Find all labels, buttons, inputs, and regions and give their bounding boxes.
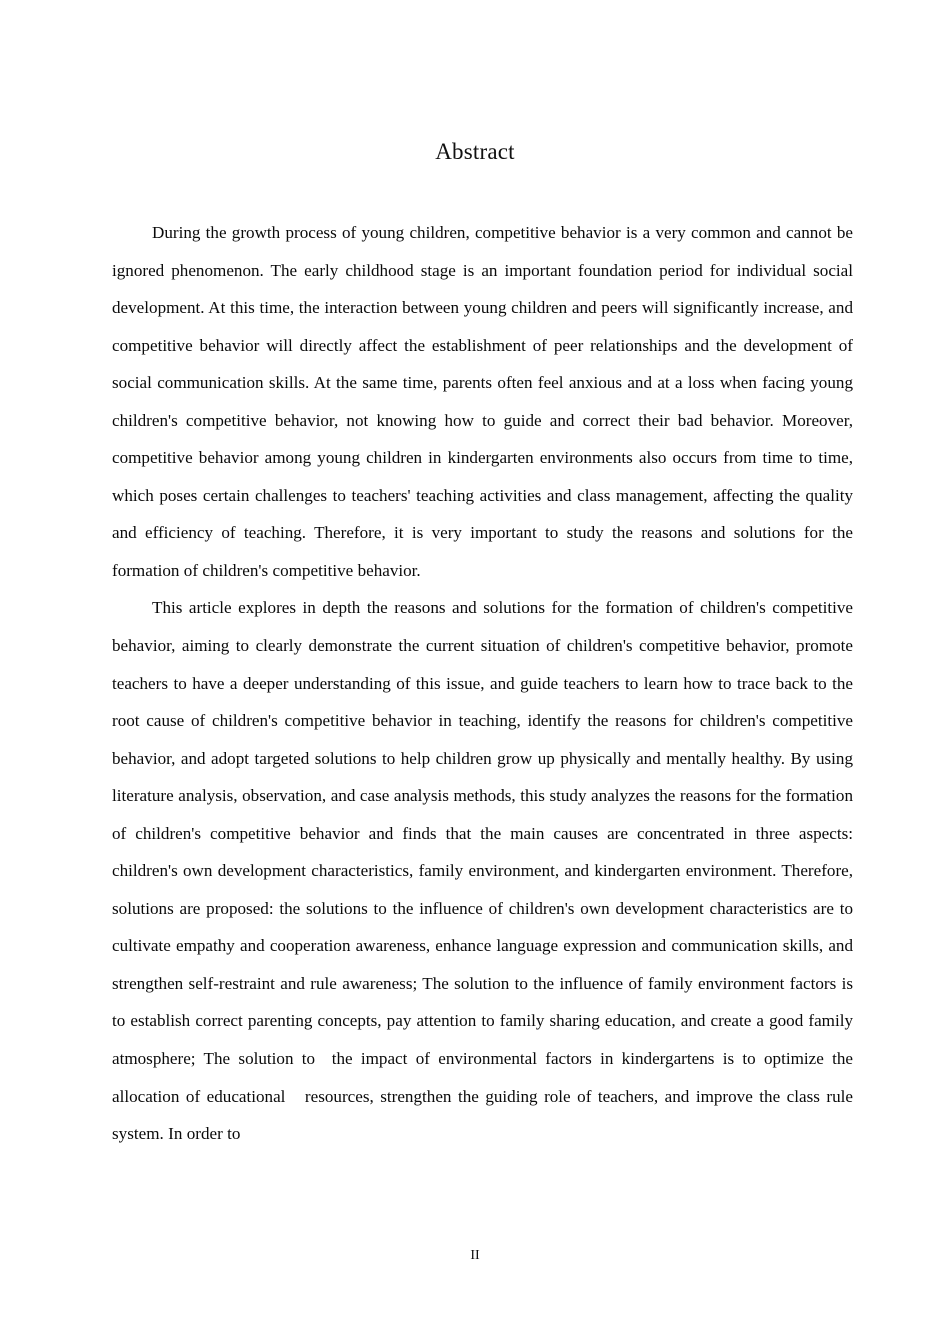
page-number: II [470,1248,480,1263]
paragraph: During the growth process of young children, competitive behavior is a very common and cannot be ignored phenomenon. The early childhood stage is an important foundation period for individual social development. At this time, the interaction between young children and peers will significantly increase, and competitive behavior will directly affect the establishment of peer relationships and the development of social communication skills. At the same time, parents often feel anxious and at a loss when facing young children's competitive behavior, not knowing how to guide and correct their bad behavior. Moreover, competitive behavior among young children in kindergarten environments also occurs from time to time, which poses certain challenges to teachers' teaching activities and class management, affecting the quality and efficiency of teaching. Therefore, it is very important to study the reasons and solutions for the formation of children's competitive behavior. [112,223,858,580]
page-title: Abstract [435,139,515,165]
abstract-body [112,214,858,1153]
paragraph: This article explores in depth the reasons and solutions for the formation of children's competitive behavior, aiming to clearly demonstrate the current situation of children's competitive behavior, promote teachers to have a deeper understanding of this issue, and guide teachers to learn how to trace back to the root cause of children's competitive behavior in teaching, identify the reasons for children's competitive behavior, and adopt targeted solutions to help children grow up physically and mentally healthy. By using literature analysis, observation, and case analysis methods, this study analyzes the reasons for the formation of children's competitive behavior and finds that the main causes are concentrated in three aspects: children's own development characteristics, family environment, and kindergarten environment. Therefore, solutions are proposed: the solutions to the influence of children's own development characteristics are to cultivate empathy and cooperation awareness, enhance language expression and communication skills, and strengthen self-restraint and rule awareness; The solution to the influence of family environment factors is to establish correct parenting concepts, pay attention to family sharing education, and create a good family atmosphere; The solution to the impact of environmental factors in kindergartens is to optimize the allocation of educational resources, strengthen the guiding role of teachers, and improve the class rule system. In order to [112,598,858,1144]
